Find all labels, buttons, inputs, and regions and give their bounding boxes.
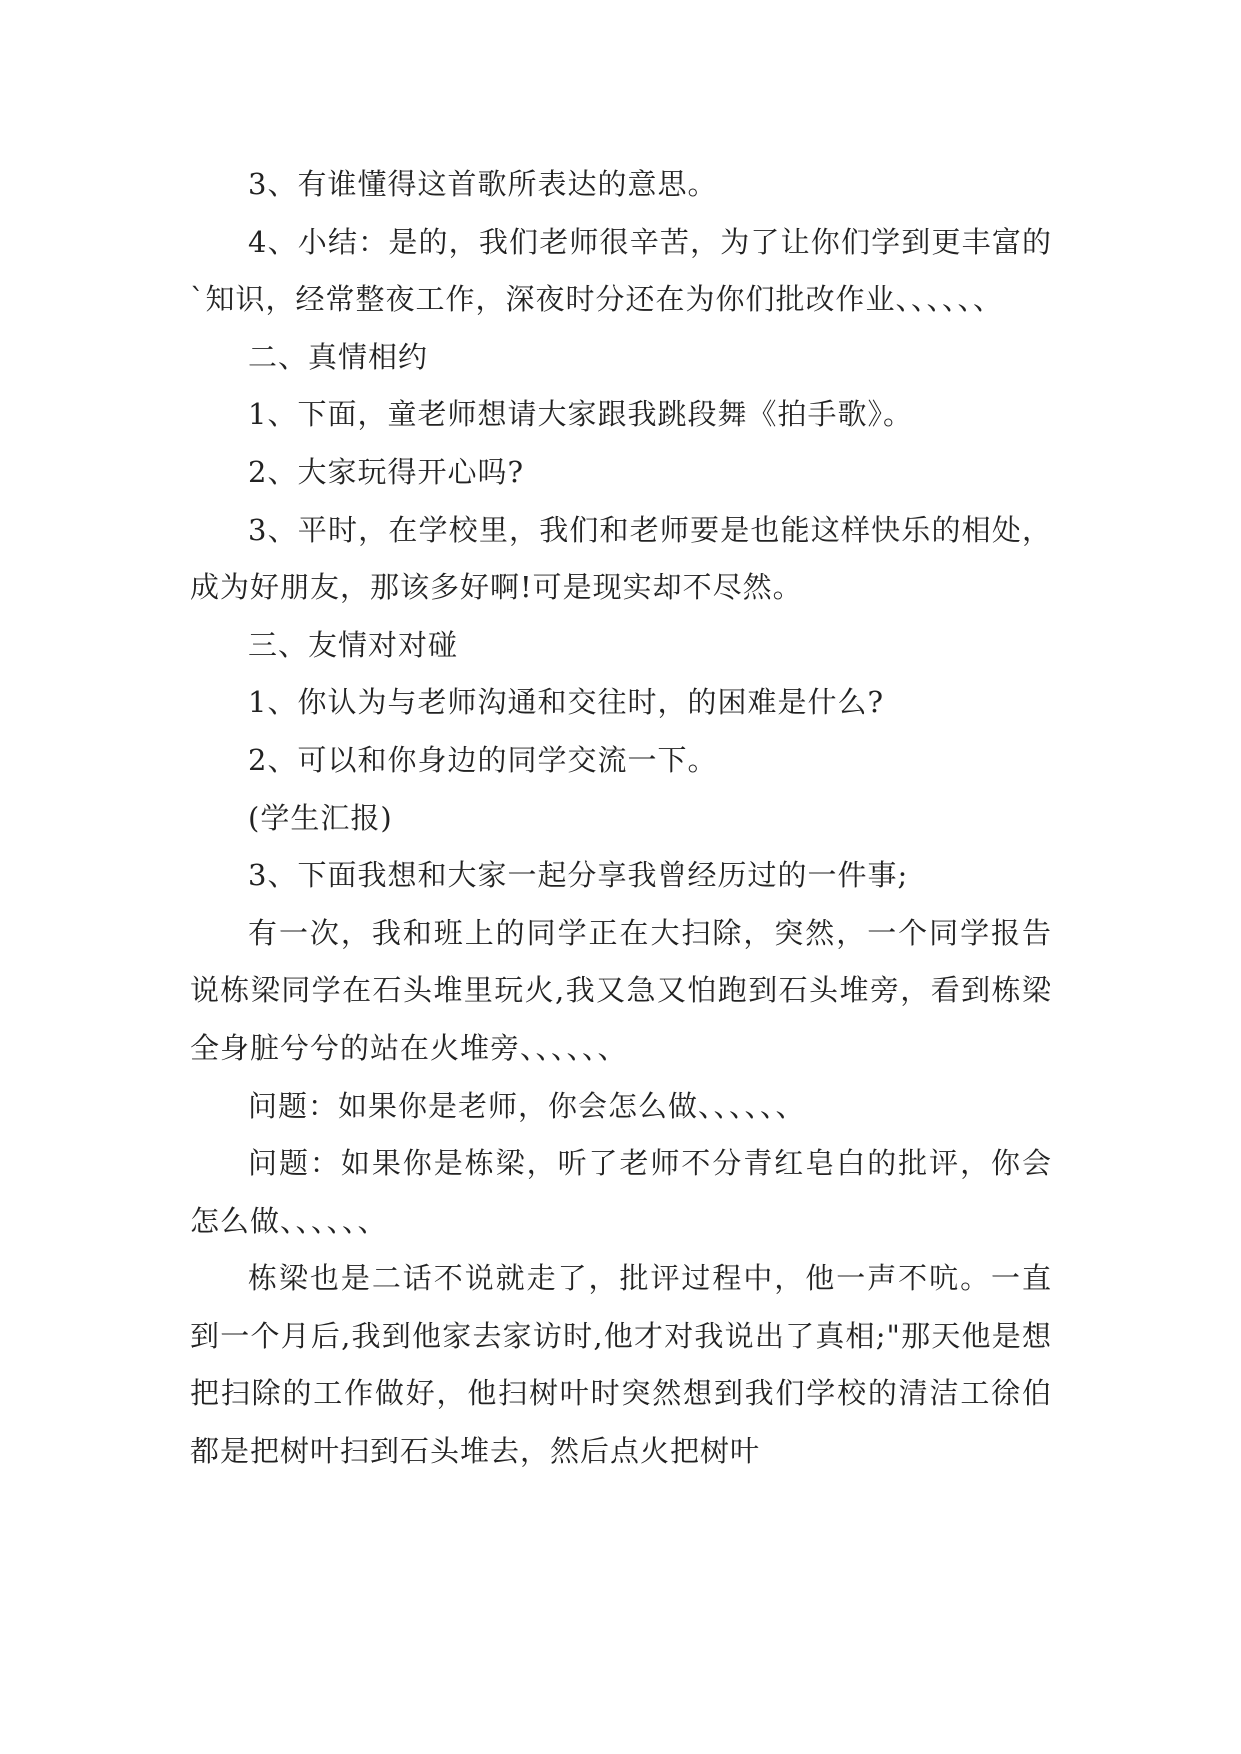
paragraph-fun: 2、大家玩得开心吗? [248,454,524,489]
paragraph-dance: 1、下面，童老师想请大家跟我跳段舞《拍手歌》。 [248,397,913,432]
paragraph-difficulty: 1、你认为与老师沟通和交往时，的困难是什么? [248,685,884,720]
paragraph-summary: 4、小结：是的，我们老师很辛苦，为了让你们学到更丰富的`知识，经常整夜工作，深夜时分还在为你们批改作业、、、、、、 [190,224,1052,317]
paragraph-question-teacher: 问题：如果你是老师，你会怎么做、、、、、、 [248,1088,806,1123]
paragraph-share-story: 3、下面我想和大家一起分享我曾经历过的一件事; [248,858,909,893]
paragraph-song-meaning: 3、有谁懂得这首歌所表达的意思。 [248,167,718,201]
document-body [190,156,1052,1481]
section-heading-2: 二、真情相约 [248,339,429,374]
paragraph-student-report: (学生汇报) [248,800,393,835]
paragraph-truth: 栋梁也是二话不说就走了，批评过程中，他一声不吭。一直到一个月后,我到他家去家访时,他才对我说出了真相;"那天他是想把扫除的工作做好，他扫树叶时突然想到我们学校的清洁工徐伯都是把树叶扫到石头堆去，然后点火把树叶 [190,1261,1052,1469]
section-heading-3: 三、友情对对碰 [248,627,459,662]
paragraph-discuss: 2、可以和你身边的同学交流一下。 [248,742,718,777]
paragraph-story: 有一次，我和班上的同学正在大扫除，突然，一个同学报告说栋梁同学在石头堆里玩火,我又急又怕跑到石头堆旁，看到栋梁全身脏兮兮的站在火堆旁、、、、、、 [190,915,1052,1065]
paragraph-question-student: 问题：如果你是栋梁，听了老师不分青红皂白的批评，你会怎么做、、、、、、 [190,1146,1052,1238]
paragraph-usually: 3、平时，在学校里，我们和老师要是也能这样快乐的相处，成为好朋友，那该多好啊!可是现实却不尽然。 [190,512,1052,605]
